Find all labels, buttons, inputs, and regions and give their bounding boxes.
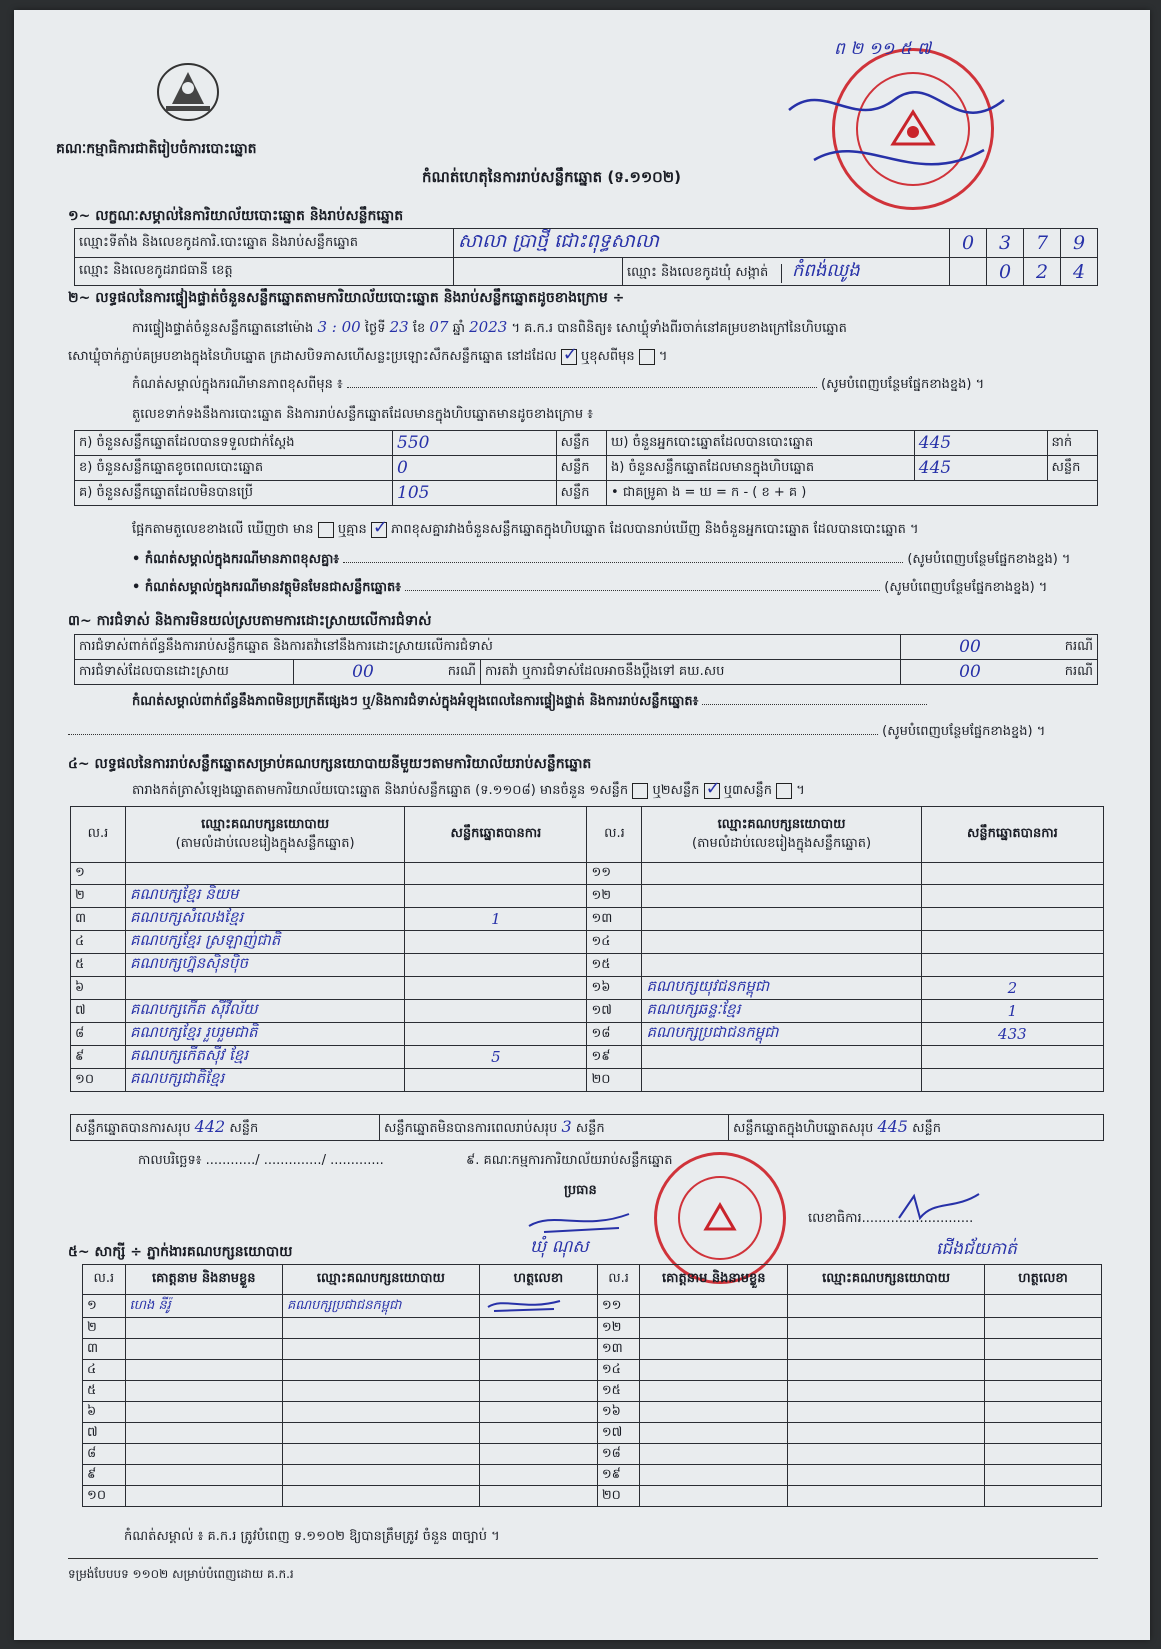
party-votes xyxy=(405,1000,587,1023)
party-name xyxy=(642,1046,921,1069)
witness-signature xyxy=(479,1444,597,1465)
party-name: គណបក្សយុវជនកម្ពុជា xyxy=(642,977,921,1000)
row-number: ៨ xyxy=(71,1023,126,1046)
emblem-icon xyxy=(152,58,224,126)
row-number: ១៩ xyxy=(587,1046,642,1069)
chair-name: ឃុំ ណុស xyxy=(530,1237,589,1257)
witness-signature xyxy=(479,1339,597,1360)
party-name xyxy=(642,885,921,908)
party-votes xyxy=(921,1046,1103,1069)
table-row xyxy=(83,1318,1102,1339)
witness-party xyxy=(788,1339,985,1360)
witness-party xyxy=(282,1360,479,1381)
table-row xyxy=(83,1381,1102,1402)
witness-signature xyxy=(985,1295,1102,1318)
row-number: ១២ xyxy=(597,1318,640,1339)
committee-name: គណៈកម្មាធិការជាតិរៀបចំការបោះឆ្នោត xyxy=(56,141,257,157)
section-4-heading: ៤~ លទ្ធផលនៃការរាប់សន្លឹកឆ្នោតសម្រាប់គណបក្សនយោបាយនីមួយៗតាមការិយាល័យរាប់សន្លឹកឆ្នោត xyxy=(68,756,592,772)
vote-figures-table: ក) ចំនួនសន្លឹកឆ្នោតដែលបានទទួលជាក់ស្តែង 550 សន្លឹក ឃ) ចំនួនអ្នកបោះឆ្នោតដែលបានបោះឆ្នោត 445 នាក់ ខ) ចំនួនសន្លឹកឆ្នោតខូចពេលបោះឆ្នោត 0 សន្លឹក ង) ចំនួនសន្លឹកឆ្នោតដែលមានក្នុងហិបឆ្នោត 445 សន្លឹក គ) ចំនួនសន្លឹកឆ្នោតដែលមិនបានប្រើ 105 សន្លឹក • ជាគម្រូគា ង = ឃ = ក - ( ខ + គ ) xyxy=(74,430,1098,506)
party-results-table: ល.រ ឈ្មោះគណបក្សនយោបាយ (តាមលំដាប់លេខរៀងក្នុងសន្លឹកឆ្នោត) សន្លឹកឆ្នោតបានការ ល.រ ឈ្មោះគណបក្សនយោបាយ (តាមលំដាប់លេខរៀងក្នុងសន្លឹកឆ្នោត) សន្លឹកឆ្នោតបានការ ១ ១១ ២ គណបក្សខ្មែរ និយម ១២ ៣ គណបក្សសំលេងខ្មែរ 1 ១៣ ៤ គណបក្សខ្មែរ ស្រឡាញ់ជាតិ ១៤ ៥ គណបក្សហ្វ៊ុនស៊ិនប៉ិច ១៥ ៦ ១៦ គណបក្សយុវជនកម្ពុជា 2 ៧ គណបក្សកើត ស៊ីវីល័យ ១៧ គណបក្សឆន្ទៈខ្មែរ 1 ៨ គណបក្សខ្មែរ រួបរួមជាតិ ១៨ គណបក្សប្រជាជនកម្ពុជា 433 ៩ គណបក្សកើតស៊ីវ ខ្មែរ 5 ១៩ ១០ គណបក្សជាតិខ្មែរ ២០ xyxy=(70,806,1104,1092)
chair-label: ប្រធាន xyxy=(564,1183,597,1198)
section-1-heading: ១~ លក្ខណៈសម្គាល់នៃការិយាល័យបោះឆ្នោត និងរាប់សន្លឹកឆ្នោត xyxy=(68,208,404,224)
objections-count: 00 xyxy=(901,635,1040,660)
station-name-label: ឈ្មោះទីតាំង និងលេខកូដការិ.បោះឆ្នោត និងរាប់សន្លឹកឆ្នោត xyxy=(75,229,454,258)
party-name: គណបក្សខ្មែរ និយម xyxy=(125,885,404,908)
commune-code-digit: 2 xyxy=(1024,258,1061,286)
witness-name xyxy=(125,1402,282,1423)
witness-signature xyxy=(479,1465,597,1486)
party-votes xyxy=(921,885,1103,908)
party-votes: 2 xyxy=(921,977,1103,1000)
committee-signatures-label: ៩. គណៈកម្មការការិយាល័យរាប់សន្លឹកឆ្នោត xyxy=(466,1153,673,1168)
witness-party xyxy=(282,1339,479,1360)
party-votes xyxy=(405,1069,587,1092)
party-votes: 1 xyxy=(921,1000,1103,1023)
party-votes: 5 xyxy=(405,1046,587,1069)
witness-signature xyxy=(479,1423,597,1444)
row-number: ១៥ xyxy=(587,954,642,977)
table-row xyxy=(83,1423,1102,1444)
formula: • ជាគម្រូគា ង = ឃ = ក - ( ខ + គ ) xyxy=(607,481,1098,506)
witness-table: ល.រ គោត្តនាម និងនាមខ្លួន ឈ្មោះគណបក្សនយោបាយ ហត្ថលេខា ល.រ គោត្តនាម និងនាមខ្លួន ឈ្មោះគណបក្សនយោបាយ ហត្ថលេខា ១ ហេង នីរ៉ូ គណបក្សប្រជាជនកម្ពុជា ១១ ២ ១២ ៣ ១៣ ៤ ១៤ ៥ ១៥ ៦ ១៦ ៧ ១៧ ៨ ១៨ ៩ ១៩ ១០ ២០ xyxy=(82,1264,1102,1507)
table-row xyxy=(83,1486,1102,1507)
witness-signature xyxy=(985,1465,1102,1486)
party-votes xyxy=(921,1069,1103,1092)
witness-name xyxy=(640,1465,788,1486)
discrepancy-yes-checkbox[interactable] xyxy=(318,522,334,538)
commune-label: ឈ្មោះ និងលេខកូដឃុំ សង្កាត់ xyxy=(623,264,782,283)
witness-signature xyxy=(985,1339,1102,1360)
witness-party xyxy=(788,1318,985,1339)
witness-party xyxy=(788,1295,985,1318)
tally-sheet-count-line: តារាងកត់ត្រាសំឡេងឆ្នោតតាមការិយាល័យបោះឆ្នោត និងរាប់សន្លឹកឆ្នោត (ទ.១១០៨) មានចំនួន ១សន្លឹក ឬ២សន្លឹក ✓ ឬ៣សន្លឹក ។ xyxy=(132,777,805,799)
party-votes: 1 xyxy=(405,908,587,931)
signature-scribble-icon xyxy=(784,70,1044,180)
witness-party xyxy=(788,1486,985,1507)
witness-name xyxy=(125,1444,282,1465)
witness-name xyxy=(125,1423,282,1444)
party-name xyxy=(642,1069,921,1092)
table-row xyxy=(83,1360,1102,1381)
witness-party xyxy=(788,1444,985,1465)
witness-name xyxy=(125,1318,282,1339)
row-number: ៨ xyxy=(83,1444,126,1465)
secretary-signature-icon xyxy=(894,1190,984,1224)
witness-party xyxy=(788,1423,985,1444)
one-sheet-checkbox[interactable] xyxy=(632,783,648,799)
witness-name xyxy=(640,1381,788,1402)
secretary-name: ជើងជ័យកាត់ xyxy=(936,1239,1017,1259)
section-5-heading: ៥~ សាក្សី ÷ ភ្នាក់ងារគណបក្សនយោបាយ xyxy=(68,1244,293,1260)
row-number: ៩ xyxy=(83,1465,126,1486)
row-number: ១៨ xyxy=(597,1444,640,1465)
table-row xyxy=(83,1444,1102,1465)
witness-party xyxy=(282,1423,479,1444)
party-name: គណបក្សខ្មែរ ស្រឡាញ់ជាតិ xyxy=(125,931,404,954)
party-name xyxy=(642,954,921,977)
party-votes xyxy=(405,977,587,1000)
handwritten-mark: ព ២ ១១ ៥ ៧ xyxy=(834,39,931,59)
totals-row: សន្លឹកឆ្នោតបានការសរុប 442 សន្លឹក សន្លឹកឆ្នោតមិនបានការពេលរាប់សរុប 3 សន្លឹក សន្លឹកឆ្នោតក្នុងហិបឆ្នោតសរុប 445 សន្លឹក xyxy=(70,1114,1104,1141)
row-number: ១៣ xyxy=(597,1339,640,1360)
voters-voted-value: 445 xyxy=(914,431,1047,456)
appeals-count: 00 xyxy=(901,660,1040,685)
page-title: កំណត់ហេតុនៃការរាប់សន្លឹកឆ្នោត (ទ.១១០២) xyxy=(422,168,682,186)
party-votes: 433 xyxy=(921,1023,1103,1046)
row-number: ៣ xyxy=(83,1339,126,1360)
changed-checkbox[interactable] xyxy=(639,349,655,365)
figures-intro: តួលេខទាក់ទងនឹងការបោះឆ្នោត និងការរាប់សន្លឹកឆ្នោតដែលមានក្នុងហិបឆ្នោតមានដូចខាងក្រោម ៖ xyxy=(132,407,593,422)
form-footer: ទម្រង់បែបបទ ១១០២ សម្រាប់បំពេញដោយ គ.ក.រ xyxy=(68,1567,294,1581)
party-votes xyxy=(921,908,1103,931)
row-number: ៩ xyxy=(71,1046,126,1069)
party-votes xyxy=(921,954,1103,977)
witness-party: គណបក្សប្រជាជនកម្ពុជា xyxy=(282,1295,479,1318)
witness-name xyxy=(640,1360,788,1381)
witness-signature xyxy=(985,1381,1102,1402)
table-row xyxy=(71,1069,1104,1092)
row-number: ១០ xyxy=(71,1069,126,1092)
row-number: ១៩ xyxy=(597,1465,640,1486)
row-number: ១៧ xyxy=(597,1423,640,1444)
party-name xyxy=(125,863,404,885)
party-name: គណបក្សឆន្ទៈខ្មែរ xyxy=(642,1000,921,1023)
province-value xyxy=(454,258,623,286)
section-2-heading: ២~ លទ្ធផលនៃការផ្ទៀងផ្ទាត់ចំនួនសន្លឹកឆ្នោតតាមការិយាល័យបោះឆ្នោត និងរាប់សន្លឹកឆ្នោតដូចខាងក្រោម ÷ xyxy=(68,290,625,306)
witness-signature xyxy=(479,1486,597,1507)
witness-name xyxy=(640,1444,788,1465)
party-votes xyxy=(405,954,587,977)
section-3-heading: ៣~ ការជំទាស់ និងការមិនយល់ស្របតាមការដោះស្រាយលើការជំទាស់ xyxy=(68,613,432,629)
table-row xyxy=(71,977,1104,1000)
row-number: ៤ xyxy=(71,931,126,954)
witness-signature xyxy=(479,1402,597,1423)
table-row xyxy=(71,931,1104,954)
date-line: កាលបរិច្ឆេទ៖ ............/ ............../ ............. xyxy=(138,1153,384,1168)
row-number: ១១ xyxy=(597,1295,640,1318)
total-in-box-value: 445 xyxy=(877,1116,908,1136)
row-number: ១២ xyxy=(587,885,642,908)
table-row xyxy=(83,1339,1102,1360)
witness-party xyxy=(282,1402,479,1423)
total-valid-value: 442 xyxy=(194,1116,226,1136)
witness-signature xyxy=(985,1402,1102,1423)
party-name: គណបក្សជាតិខ្មែរ xyxy=(125,1069,404,1092)
party-name: គណបក្សហ្វ៊ុនស៊ិនប៉ិច xyxy=(125,954,404,977)
witness-signature xyxy=(985,1423,1102,1444)
verification-line-1: ការផ្ទៀងផ្ទាត់ចំនួនសន្លឹកឆ្នោតនៅម៉ោង 3 : 00 ថ្ងៃទី 23 ខែ 07 ឆ្នាំ 2023 ។ គ.ក.រ បានពិនិត្យ៖ សោឃ្លុំទាំងពីរចាក់នៅគម្របខាងក្រៅនៃហិបឆ្នោត xyxy=(132,318,847,336)
witness-name xyxy=(640,1339,788,1360)
witness-signature xyxy=(985,1318,1102,1339)
discrepancy-no-checkbox[interactable]: ✓ xyxy=(372,516,388,538)
row-number: ២ xyxy=(83,1318,126,1339)
row-number: ១ xyxy=(71,863,126,885)
witness-signature xyxy=(479,1360,597,1381)
witness-name xyxy=(125,1339,282,1360)
witness-party xyxy=(282,1318,479,1339)
irregularity-note: កំណត់សម្គាល់ពាក់ព័ន្ធនឹងភាពមិនប្រក្រតីផ្សេងៗ ឬ/និងការជំទាស់ក្នុងអំឡុងពេលនៃការផ្ទៀងផ្ទាត់ និងការរាប់សន្លឹកឆ្នោត៖ xyxy=(132,693,927,712)
office-code-digit: 3 xyxy=(987,229,1024,258)
witness-name: ហេង នីរ៉ូ xyxy=(125,1295,282,1318)
witness-name xyxy=(125,1465,282,1486)
table-row xyxy=(71,1023,1104,1046)
row-number: ៤ xyxy=(83,1360,126,1381)
witness-party xyxy=(788,1465,985,1486)
witness-signature xyxy=(985,1360,1102,1381)
row-number: ២០ xyxy=(587,1069,642,1092)
party-name: គណបក្សខ្មែរ រួបរួមជាតិ xyxy=(125,1023,404,1046)
witness-signature xyxy=(985,1444,1102,1465)
row-number: ១៦ xyxy=(587,977,642,1000)
witness-signature xyxy=(985,1486,1102,1507)
row-number: ៧ xyxy=(83,1423,126,1444)
witness-party xyxy=(788,1402,985,1423)
table-row xyxy=(83,1402,1102,1423)
row-number: ១៧ xyxy=(587,1000,642,1023)
ballots-received-value: 550 xyxy=(393,431,557,456)
party-name: គណបក្សកើតស៊ីវ ខ្មែរ xyxy=(125,1046,404,1069)
table-row xyxy=(71,1000,1104,1023)
party-votes xyxy=(405,863,587,885)
table-row xyxy=(71,954,1104,977)
province-label: ឈ្មោះ និងលេខកូដរាជធានី ខេត្ត xyxy=(75,258,454,286)
footer-divider xyxy=(68,1558,1098,1559)
row-number: ៧ xyxy=(71,1000,126,1023)
resolved-count: 00 xyxy=(294,660,433,685)
row-number: ៦ xyxy=(83,1402,126,1423)
party-votes xyxy=(405,1023,587,1046)
count-day: 23 xyxy=(389,318,409,336)
table-row xyxy=(71,863,1104,885)
ballots-in-box-value: 445 xyxy=(914,456,1047,481)
witness-name xyxy=(640,1423,788,1444)
party-name xyxy=(642,908,921,931)
witness-name xyxy=(125,1360,282,1381)
witness-name xyxy=(125,1486,282,1507)
objections-table: ការជំទាស់ពាក់ព័ន្ធនឹងការរាប់សន្លឹកឆ្នោត និងការតវ៉ានៅនឹងការដោះស្រាយលើការជំទាស់ 00 ករណី ការជំទាស់ដែលបានដោះស្រាយ 00 ករណី ការតវ៉ា ឬការជំទាស់ដែលអាចនឹងប្តឹងទៅ គឃ.សប 00 ករណី xyxy=(74,634,1098,685)
witness-name xyxy=(640,1295,788,1318)
witness-party xyxy=(788,1381,985,1402)
unchanged-checkbox[interactable]: ✓ xyxy=(562,343,578,365)
table-row xyxy=(71,908,1104,931)
witness-party xyxy=(788,1360,985,1381)
party-votes xyxy=(405,885,587,908)
row-number: ៥ xyxy=(71,954,126,977)
count-hour: 3 : 00 xyxy=(317,318,361,336)
row-number: ១១ xyxy=(587,863,642,885)
party-name xyxy=(642,863,921,885)
chair-signature-icon xyxy=(524,1206,634,1236)
witness-party xyxy=(282,1381,479,1402)
party-name xyxy=(125,977,404,1000)
verification-line-2: សោឃ្លុំចាក់ភ្ជាប់គម្របខាងក្នុងនៃហិបឆ្នោត ក្រដាសបិទភាសហើសន្លះប្រឡោះសឹកសន្លឹកឆ្នោត នៅដដែល ✓ ឬខុសពីមុន ។ xyxy=(68,343,668,365)
row-number: ២០ xyxy=(597,1486,640,1507)
witness-signature xyxy=(479,1381,597,1402)
table-row xyxy=(71,885,1104,908)
commune-value: កំពង់ឈូង xyxy=(792,260,860,281)
table-row xyxy=(71,1046,1104,1069)
witness-signature xyxy=(479,1318,597,1339)
party-votes xyxy=(405,931,587,954)
commune-code-digit: 0 xyxy=(987,258,1024,286)
row-number: ១៨ xyxy=(587,1023,642,1046)
station-name-value: សាលា ប្រាថ្មី ជោះពុទ្ធសាលា xyxy=(454,229,950,258)
witness-name xyxy=(640,1318,788,1339)
row-number: ៣ xyxy=(71,908,126,931)
two-sheets-checkbox[interactable]: ✓ xyxy=(705,777,721,799)
witness-signature xyxy=(479,1295,597,1318)
row-number: ៦ xyxy=(71,977,126,1000)
party-votes xyxy=(921,931,1103,954)
party-votes xyxy=(921,863,1103,885)
table-row xyxy=(83,1465,1102,1486)
witness-signature-icon xyxy=(484,1295,564,1313)
witness-name xyxy=(640,1402,788,1423)
office-code-digit: 9 xyxy=(1061,229,1098,258)
row-number: ១៣ xyxy=(587,908,642,931)
count-year: 2023 xyxy=(469,318,508,336)
spoiled-ballots-value: 0 xyxy=(393,456,557,481)
row-number: ១៦ xyxy=(597,1402,640,1423)
row-number: ៥ xyxy=(83,1381,126,1402)
row-number: ១០ xyxy=(83,1486,126,1507)
commune-code-digit: 4 xyxy=(1061,258,1098,286)
office-code-digit: 7 xyxy=(1024,229,1061,258)
party-name: គណបក្សប្រជាជនកម្ពុជា xyxy=(642,1023,921,1046)
witness-name xyxy=(640,1486,788,1507)
party-name: គណបក្សសំលេងខ្មែរ xyxy=(125,908,404,931)
row-number: ១៤ xyxy=(587,931,642,954)
witness-name xyxy=(125,1381,282,1402)
row-number: ១៤ xyxy=(597,1360,640,1381)
change-note-line: កំណត់សម្គាល់ក្នុងករណីមានភាពខុសពីមុន ៖ (សូមបំពេញបន្ថែមផ្នែកខាងខ្នង) ។ xyxy=(132,377,985,392)
party-name: គណបក្សកើត ស៊ីវីល័យ xyxy=(125,1000,404,1023)
witness-party xyxy=(282,1465,479,1486)
party-name xyxy=(642,931,921,954)
discrepancy-line: ផ្អែកតាមតួលេខខាងលើ ឃើញថា មាន ឬគ្មាន ✓ ភាពខុសគ្នារវាងចំនួនសន្លឹកឆ្នោតក្នុងហិបឆ្នោត ដែលបានរាប់ឃើញ និងចំនួនអ្នកបោះឆ្នោត ដែលបានបោះឆ្នោត ។ xyxy=(132,516,919,538)
table-row xyxy=(83,1295,1102,1318)
row-number: ១ xyxy=(83,1295,126,1318)
form-sheet: គណៈកម្មាធិការជាតិរៀបចំការបោះឆ្នោត កំណត់ហេតុនៃការរាប់សន្លឹកឆ្នោត (ទ.១១០២) ព ២ ១១ ៥ ៧ ១~ លក្ខណៈសម្គាល់នៃការិយាល័យបោះឆ្នោត និងរាប់សន្លឹកឆ្នោត ឈ្មោះទីតាំង និងលេខកូដការិ.បោះឆ្នោត និងរាប់សន្លឹកឆ្នោត សាលា ប្រាថ្មី ជោះពុទ្ធសាលា 0 3 7 9 ឈ្មោះ និងលេខកូដរាជធានី ខេត្ត ឈ្មោះ និងលេខកូដឃុំ សង្កាត់ កំពង់ឈូង 0 2 4 ២~ លទ្ធផលនៃការផ្ទៀងផ្ទាត់ចំនួនសន្លឹកឆ្នោតតាមការិយាល័យបោះឆ្នោត និងរាប់សន្លឹកឆ្នោតដូចខាងក្រោម ÷ ការផ្ទៀងផ្ទាត់ចំនួនសន្លឹកឆ្នោតនៅម៉ោង 3 : 00 ថ្ងៃទី 23 ខែ 07 ឆ្នាំ 2023 ។ គ.ក.រ បានពិនិត្យ៖ សោឃ្លុំទាំងពីរចាក់នៅគម្របខាងក្រៅនៃហិបឆ្នោត សោឃ្លុំចាក់ភ្ជាប់គម្របខាងក្នុងនៃហិបឆ្នោត ក្រដាសបិទភាសហើសន្លះប្រឡោះសឹកសន្លឹកឆ្នោត នៅដដែល ✓ ឬខុសពីមុន ។ កំណត់សម្គាល់ក្នុងករណីមានភាពខុសពីមុន ៖ (សូមបំពេញបន្ថែមផ្នែកខាងខ្នង) ។ តួលេខទាក់ទងនឹងការបោះឆ្នោត និងការរាប់សន្លឹកឆ្នោតដែលមានក្នុងហិបឆ្នោតមានដូចខាងក្រោម ៖ ក) ចំនួនសន្លឹកឆ្នោតដែលបានទទួលជាក់ស្តែង 550 សន្លឹក ឃ) ចំនួនអ្នកបោះឆ្នោតដែលបានបោះឆ្នោត 445 នាក់ ខ) ចំនួនសន្លឹកឆ្នោតខូចពេលបោះឆ្នោត 0 សន្លឹក ង) ចំនួនសន្លឹកឆ្នោតដែលមានក្នុងហិបឆ្នោត 445 សន្លឹក គ) ចំនួនសន្លឹកឆ្នោតដែលមិនបានប្រើ 105 សន្លឹក • ជាគម្រូគា ង = ឃ = ក - ( ខ + គ ) ផ្អែកតាមតួលេខខាងលើ ឃើញថា មាន ឬគ្មាន ✓ ភាពខុសគ្នារវាងចំនួនសន្លឹកឆ្នោតក្នុងហិបឆ្នោត ដែលបានរាប់ឃើញ និងចំនួនអ្នកបោះឆ្នោត ដែលបានបោះឆ្នោត ។ • កំណត់សម្គាល់ក្នុងករណីមានភាពខុសគ្នា៖ (សូមបំពេញបន្ថែមផ្នែកខាងខ្នង) ។ • កំណត់សម្គាល់ក្នុងករណីមានវត្ថុមិនមែនជាសន្លឹកឆ្នោត៖ (សូមបំពេញបន្ថែមផ្នែកខាងខ្នង) ។ ៣~ ការជំទាស់ និងការមិនយល់ស្របតាមការដោះស្រាយលើការជំទាស់ ការជំទាស់ពាក់ព័ន្ធនឹងការរាប់សន្លឹកឆ្នោត និងការតវ៉ានៅនឹងការដោះស្រាយលើការជំទាស់ 00 ករណី ការជំទាស់ដែលបានដោះស្រាយ 00 ករណី ការតវ៉ា ឬការជំទាស់ដែលអាចនឹងប្តឹងទៅ គឃ.សប 00 ករណី កំណត់សម្គាល់ពាក់ព័ន្ធនឹងភាពមិនប្រក្រតីផ្សេងៗ ឬ/និងការជំទាស់ក្នុងអំឡុងពេលនៃការផ្ទៀងផ្ទាត់ និងការរាប់សន្លឹកឆ្នោត៖ (សូមបំពេញបន្ថែមផ្នែកខាងខ្នង) ។ ៤~ លទ្ធផលនៃការរាប់សន្លឹកឆ្នោតសម្រាប់គណបក្សនយោបាយនីមួយៗតាមការិយាល័យរាប់សន្លឹកឆ្នោត តារាងកត់ត្រាសំឡេងឆ្នោតតាមការិយាល័យបោះឆ្នោត និងរាប់សន្លឹកឆ្នោត (ទ.១១០៨) មានចំនួន ១សន្លឹក ឬ២សន្លឹក ✓ ឬ៣សន្លឹក ។ ល.រ ឈ្មោះគណបក្សនយោបាយ (តាមលំដាប់លេខរៀងក្នុងសន្លឹកឆ្នោត) សន្លឹកឆ្នោតបានការ ល.រ ឈ្មោះគណបក្សនយោបាយ (តាមលំដាប់លេខរៀងក្នុងសន្លឹកឆ្នោត) សន្លឹកឆ្នោតបានការ ១ ១១ ២ គណបក្សខ្មែរ និយម ១២ ៣ គណបក្សសំលេងខ្មែរ 1 ១៣ ៤ គណបក្សខ្មែរ ស្រឡាញ់ជាតិ ១៤ ៥ គណបក្សហ្វ៊ុនស៊ិនប៉ិច ១៥ ៦ ១៦ គណបក្សយុវជនកម្ពុជា 2 ៧ គណបក្សកើត ស៊ីវីល័យ ១៧ គណបក្សឆន្ទៈខ្មែរ 1 ៨ គណបក្សខ្មែរ រួបរួមជាតិ ១៨ គណបក្សប្រជាជនកម្ពុជា 433 ៩ គណបក្សកើតស៊ីវ ខ្មែរ 5 ១៩ ១០ គណបក្សជាតិខ្មែរ ២០ សន្លឹកឆ្នោតបានការសរុប 442 សន្លឹក សន្លឹកឆ្នោតមិនបានការពេលរាប់សរុប 3 សន្លឹក សន្លឹកឆ្នោតក្នុងហិបឆ្នោតសរុប 445 សន្លឹក កាលបរិច្ឆេទ៖ ............/ ............../ ............. ៩. គណៈកម្មការការិយាល័យរាប់សន្លឹកឆ្នោត ប្រធាន ឃុំ ណុស លេខាធិការ........................... ជើងជ័យកាត់ ៥~ សាក្សី ÷ ភ្នាក់ងារគណបក្សនយោបាយ ល.រ គោត្តនាម និងនាមខ្លួន ឈ្មោះគណបក្សនយោបាយ ហត្ថលេខា ល.រ គោត្តនាម និងនាមខ្លួន ឈ្មោះគណបក្សនយោបាយ ហត្ថលេខា ១ ហេង នីរ៉ូ គណបក្សប្រជាជនកម្ពុជា ១១ ២ ១២ ៣ ១៣ ៤ ១៤ ៥ ១៥ ៦ ១៦ ៧ ១៧ ៨ ១៨ ៩ ១៩ ១០ ២០ កំណត់សម្គាល់ ៖ គ.ក.រ ត្រូវបំពេញ ទ.១១០២ ឱ្យបានត្រឹមត្រូវ ចំនួន ៣ច្បាប់ ។ ទម្រង់បែបបទ ១១០២ សម្រាប់បំពេញដោយ គ.ក.រ xyxy=(14,10,1150,1640)
witness-party xyxy=(282,1486,479,1507)
three-sheets-checkbox[interactable] xyxy=(776,783,792,799)
row-number: ២ xyxy=(71,885,126,908)
station-identity-table xyxy=(74,228,1098,286)
unused-ballots-value: 105 xyxy=(393,481,557,506)
footnote: កំណត់សម្គាល់ ៖ គ.ក.រ ត្រូវបំពេញ ទ.១១០២ ឱ្យបានត្រឹមត្រូវ ចំនួន ៣ច្បាប់ ។ xyxy=(124,1529,500,1544)
office-code-digit: 0 xyxy=(950,229,987,258)
count-month: 07 xyxy=(429,318,449,336)
secretary-line: លេខាធិការ........................... xyxy=(808,1211,974,1226)
total-invalid-value: 3 xyxy=(561,1116,572,1136)
row-number: ១៥ xyxy=(597,1381,640,1402)
witness-party xyxy=(282,1444,479,1465)
